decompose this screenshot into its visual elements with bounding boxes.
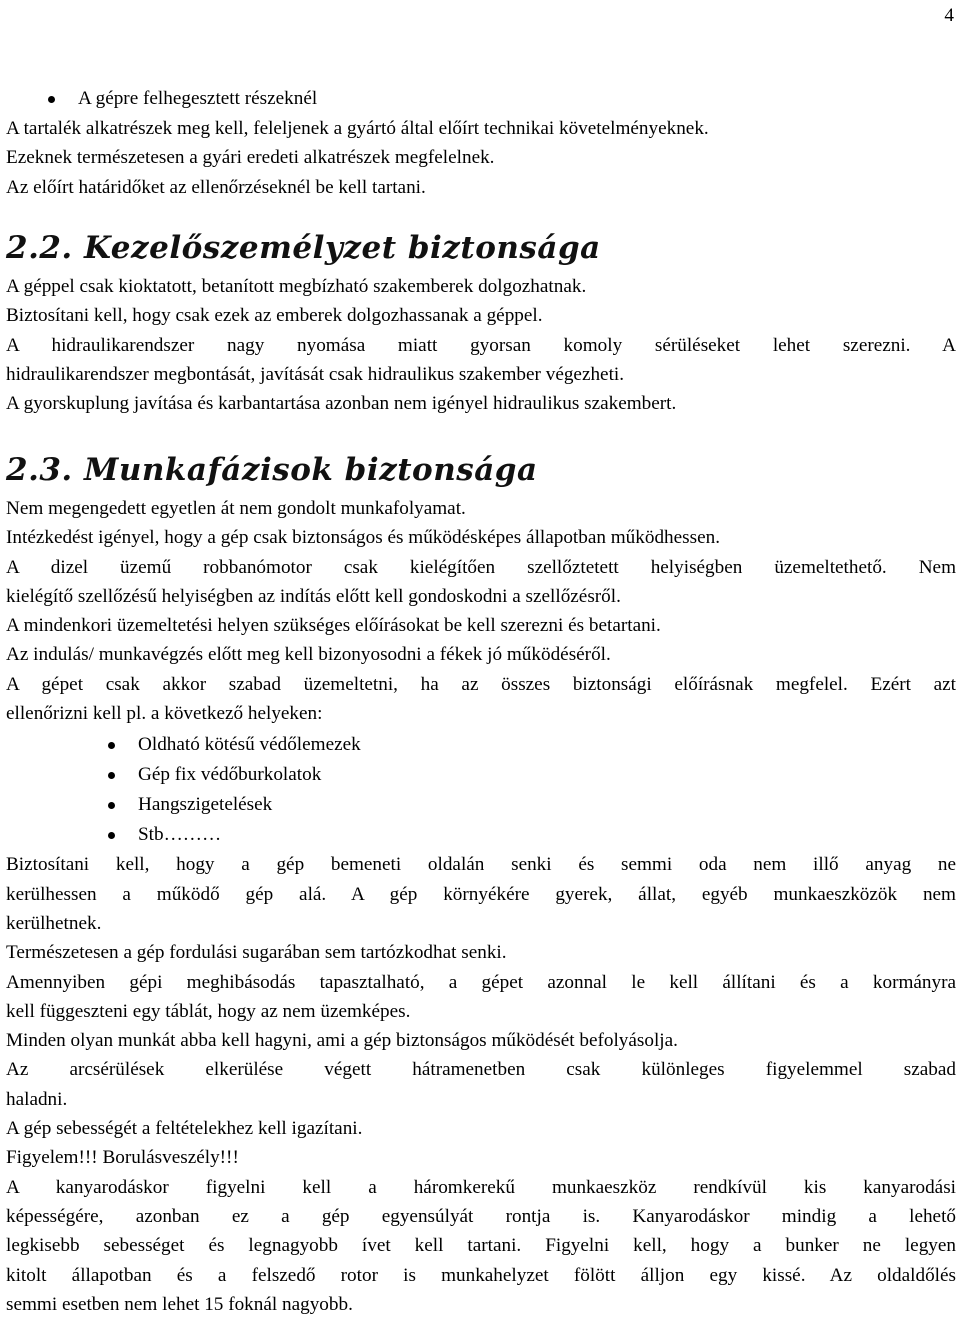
paragraph-line: semmi esetben nem lehet 15 foknál nagyobb.	[6, 1293, 353, 1315]
bullet-dot-icon	[108, 772, 115, 779]
paragraph-line: Intézkedést igényel, hogy a gép csak biztonságos és működésképes állapotban működhessen.	[6, 527, 721, 549]
paragraph-line: ellenőrizni kell pl. a következő helyeken:	[6, 703, 323, 725]
paragraph-line: kitolt állapotban és a felszedő rotor is munkahelyzet fölött álljon egy kissé. Az oldaldőlés	[6, 1264, 956, 1286]
page-number: 4	[944, 5, 954, 26]
section-2-2	[6, 228, 956, 418]
section-2-3	[6, 450, 956, 1319]
paragraph-line: Az arcsérülések elkerülése végett hátramenetben csak különleges figyelemmel szabad	[6, 1059, 956, 1081]
section-heading: 2.3. Munkafázisok biztonsága	[6, 452, 538, 488]
paragraph-line: Természetesen a gép fordulási sugarában sem tartózkodhat senki.	[6, 942, 507, 964]
paragraph-line: kerülhetnek.	[6, 912, 102, 934]
paragraph-line: hidraulikarendszer megbontását, javítását csak hidraulikus szakember végezheti.	[6, 363, 625, 385]
paragraph-line: A mindenkori üzemeltetési helyen szükséges előírásokat be kell szerezni és betartani.	[6, 615, 661, 637]
list-item	[66, 790, 956, 820]
intro-bullet-text: A gépre felhegesztett részeknél	[78, 88, 318, 109]
list-item	[66, 730, 956, 760]
paragraph-line: Amennyiben gépi meghibásodás tapasztalható, a gépet azonnal le kell állítani és a kormányra	[6, 971, 956, 993]
paragraph-line: kerülhessen a működő gép alá. A gép környékére gyerek, állat, egyéb munkaeszközök nem	[6, 883, 956, 905]
paragraph-line: A dizel üzemű robbanómotor csak kielégítően szellőztetett helyiségben üzemeltethető. Nem	[6, 556, 956, 578]
paragraph-line: képességére, azonban ez a gép egyensúlyát rontja is. Kanyarodáskor mindig a lehető	[6, 1205, 956, 1227]
paragraph-line: kielégítő szellőzésű helyiségben az indítás előtt kell gondoskodni a szellőzésről.	[6, 585, 621, 607]
paragraph-line: A gyorskuplung javítása és karbantartása azonban nem igényel hidraulikus szakembert.	[6, 393, 677, 415]
paragraph-line: Nem megengedett egyetlen át nem gondolt munkafolyamat.	[6, 498, 466, 519]
list-item-text: Oldható kötésű védőlemezek	[138, 734, 361, 756]
bullet-list	[66, 730, 956, 850]
section-heading: 2.2. Kezelőszemélyzet biztonsága	[6, 230, 601, 266]
paragraph-line: A hidraulikarendszer nagy nyomása miatt gyorsan komoly sérüléseket lehet szerezni. A	[6, 334, 956, 356]
list-item	[66, 760, 956, 790]
paragraph-line: haladni.	[6, 1088, 68, 1110]
paragraph-line: A kanyarodáskor figyelni kell a háromkerekű munkaeszköz rendkívül kis kanyarodási	[6, 1176, 956, 1198]
intro-line: A tartalék alkatrészek meg kell, feleljenek a gyártó által előírt technikai követelményeknek.	[6, 118, 709, 139]
paragraph-line: Biztosítani kell, hogy csak ezek az emberek dolgozhassanak a géppel.	[6, 305, 543, 327]
intro-line: Az előírt határidőket az ellenőrzéseknél be kell tartani.	[6, 176, 426, 198]
list-item-text: Gép fix védőburkolatok	[138, 764, 322, 786]
paragraph-line: legkisebb sebességet és legnagyobb ívet kell tartani. Figyelni kell, hogy a bunker ne legyen	[6, 1235, 956, 1257]
list-item-text: Hangszigetelések	[138, 794, 273, 816]
bullet-dot-icon	[108, 742, 115, 749]
intro-block	[6, 84, 956, 202]
paragraph-line: Figyelem!!! Borulásveszély!!!	[6, 1147, 239, 1169]
paragraph-line: Az indulás/ munkavégzés előtt meg kell bizonyosodni a fékek jó működéséről.	[6, 644, 611, 666]
paragraph-line: kell függeszteni egy táblát, hogy az nem üzemképes.	[6, 1000, 411, 1022]
list-item	[66, 820, 956, 850]
paragraph-line: A gépet csak akkor szabad üzemeltetni, ha az összes biztonsági előírásnak megfelel. Ezért azt	[6, 673, 956, 695]
list-item-text: Stb………	[138, 824, 222, 846]
bullet-dot-icon	[48, 96, 55, 103]
bullet-dot-icon	[108, 802, 115, 809]
intro-bullet-item	[6, 84, 956, 114]
paragraph-line: Biztosítani kell, hogy a gép bemeneti oldalán senki és semmi oda nem illő anyag ne	[6, 854, 956, 876]
bullet-dot-icon	[108, 832, 115, 839]
intro-line: Ezeknek természetesen a gyári eredeti alkatrészek megfelelnek.	[6, 147, 495, 169]
paragraph-line: Minden olyan munkát abba kell hagyni, ami a gép biztonságos működését befolyásolja.	[6, 1030, 678, 1052]
paragraph-line: A gép sebességét a feltételekhez kell igazítani.	[6, 1118, 363, 1140]
paragraph-line: A géppel csak kioktatott, betanított megbízható szakemberek dolgozhatnak.	[6, 276, 587, 297]
